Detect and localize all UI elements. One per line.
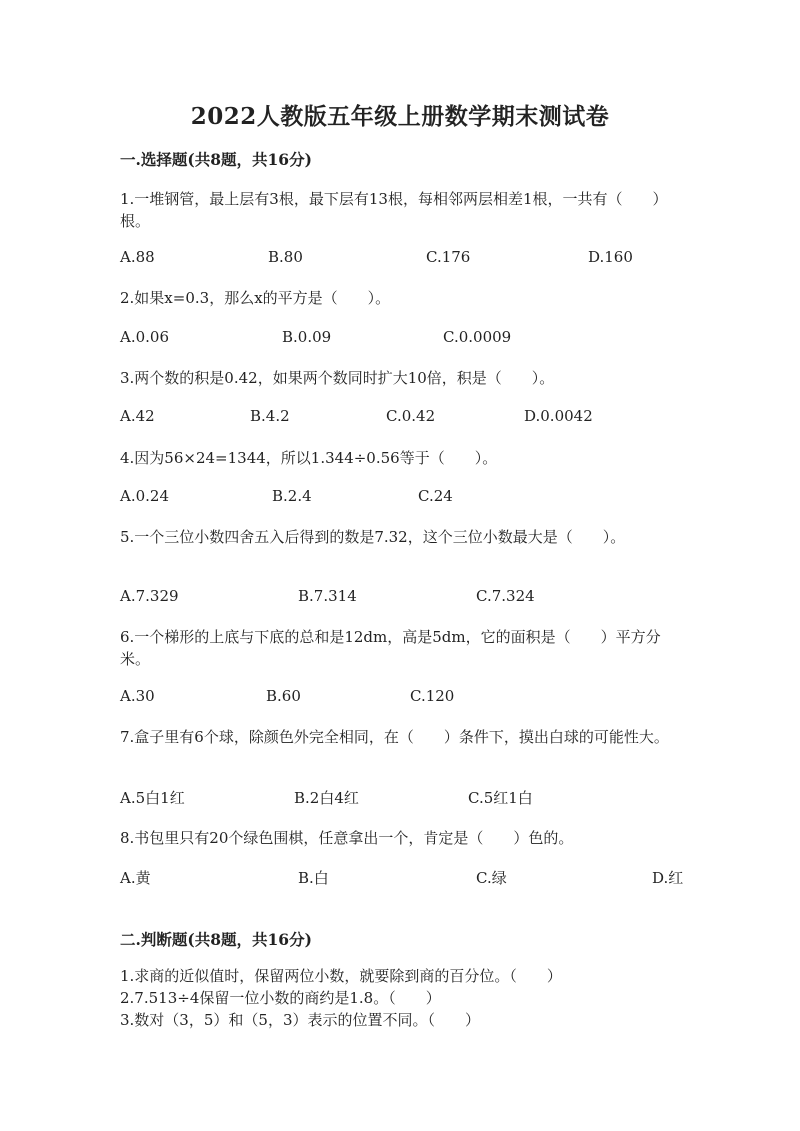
option-row: [120, 407, 670, 429]
option-row: [120, 587, 670, 609]
question-text: 8.书包里只有20个绿色围棋，任意拿出一个，肯定是（ ）色的。: [120, 829, 574, 847]
option-b[interactable]: B.0.09: [282, 328, 332, 346]
section-heading-judgement: 二.判断题(共8题，共16分): [120, 930, 312, 949]
option-row: [120, 687, 670, 709]
option-b[interactable]: B.白: [298, 869, 329, 887]
question-text: 7.盒子里有6个球，除颜色外完全相同，在（ ）条件下，摸出白球的可能性大。: [120, 728, 669, 746]
option-a[interactable]: A.黄: [120, 869, 151, 887]
option-b[interactable]: B.7.314: [298, 587, 357, 605]
option-c[interactable]: C.176: [426, 248, 471, 266]
question-text: 1.一堆钢管，最上层有3根，最下层有13根，每相邻两层相差1根，一共有（ ）根。: [120, 190, 668, 230]
question-text: 3.两个数的积是0.42，如果两个数同时扩大10倍，积是（ ）。: [120, 369, 555, 387]
question-text: 6.一个梯形的上底与下底的总和是12dm，高是5dm，它的面积是（ ）平方分米。: [120, 628, 661, 668]
question-text: 2.如果x=0.3，那么x的平方是（ ）。: [120, 289, 391, 307]
option-row: [120, 787, 670, 809]
option-c[interactable]: C.120: [410, 687, 455, 705]
judgement-item: 2.7.513÷4保留一位小数的商约是1.8。（ ）: [120, 989, 441, 1007]
option-d[interactable]: D.160: [588, 248, 633, 266]
option-c[interactable]: C.5红1白: [468, 789, 533, 807]
option-c[interactable]: C.0.42: [386, 407, 436, 425]
question-text: 5.一个三位小数四舍五入后得到的数是7.32，这个三位小数最大是（ ）。: [120, 528, 626, 546]
option-a[interactable]: A.0.06: [120, 328, 169, 346]
judgement-item: 1.求商的近似值时，保留两位小数，就要除到商的百分位。（ ）: [120, 967, 562, 985]
option-a[interactable]: A.5白1红: [120, 789, 185, 807]
option-a[interactable]: A.0.24: [120, 487, 169, 505]
option-c[interactable]: C.24: [418, 487, 453, 505]
option-row: [120, 867, 684, 889]
option-d[interactable]: D.0.0042: [524, 407, 593, 425]
option-c[interactable]: C.绿: [476, 869, 507, 887]
option-row: [120, 328, 670, 350]
option-b[interactable]: B.2白4红: [294, 789, 359, 807]
option-c[interactable]: C.7.324: [476, 587, 535, 605]
option-a[interactable]: A.42: [120, 407, 155, 425]
exam-title: 2022人教版五年级上册数学期末测试卷: [190, 103, 610, 130]
option-a[interactable]: A.88: [120, 248, 155, 266]
option-a[interactable]: A.7.329: [120, 587, 179, 605]
option-b[interactable]: B.2.4: [272, 487, 312, 505]
question-text: 4.因为56×24=1344，所以1.344÷0.56等于（ ）。: [120, 449, 498, 467]
section-heading-choice: 一.选择题(共8题，共16分): [120, 150, 312, 169]
option-d[interactable]: D.红: [652, 869, 684, 887]
option-b[interactable]: B.60: [266, 687, 301, 705]
option-a[interactable]: A.30: [120, 687, 155, 705]
option-row: [120, 248, 670, 270]
option-b[interactable]: B.80: [268, 248, 303, 266]
option-row: [120, 487, 670, 509]
option-b[interactable]: B.4.2: [250, 407, 290, 425]
judgement-item: 3.数对（3，5）和（5，3）表示的位置不同。（ ）: [120, 1011, 480, 1029]
option-c[interactable]: C.0.0009: [443, 328, 512, 346]
